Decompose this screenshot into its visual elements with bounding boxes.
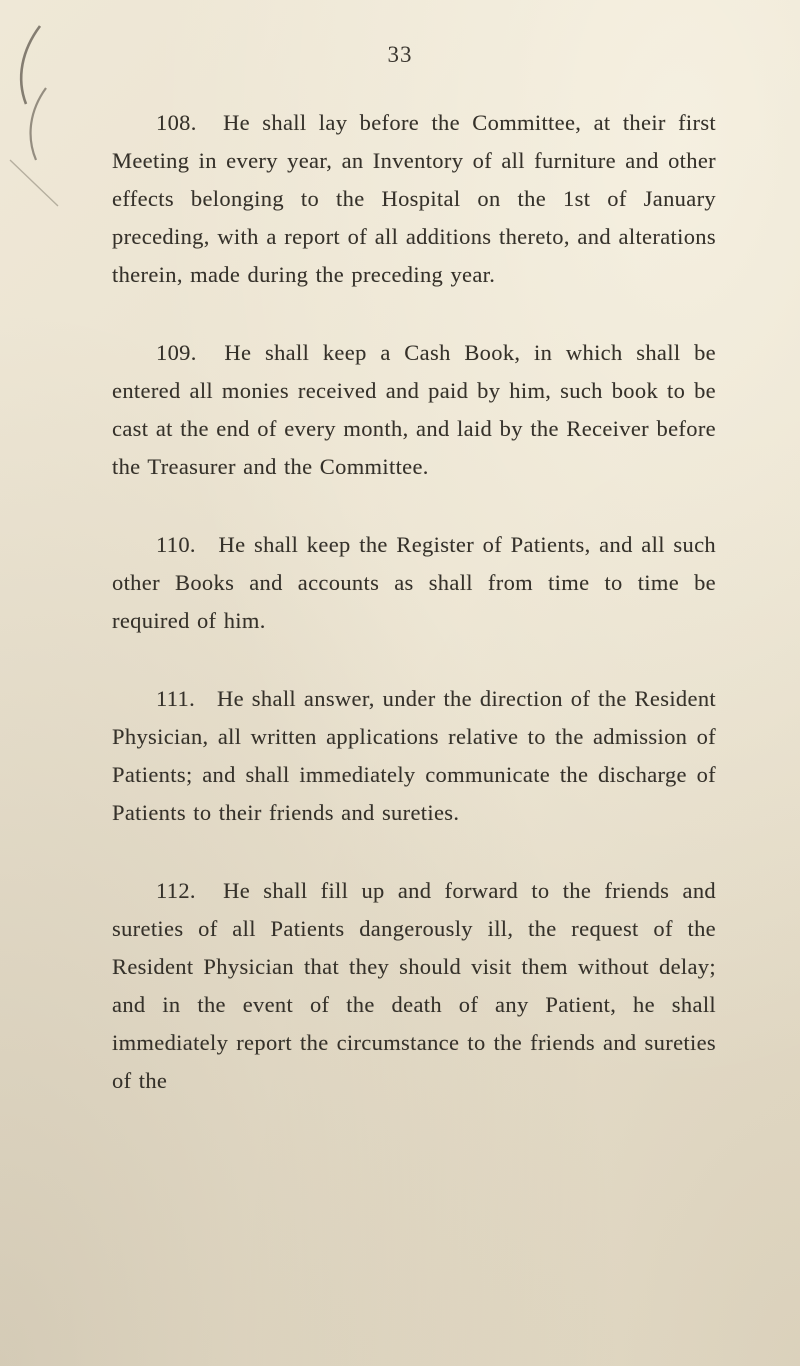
paragraph-text: He shall answer, under the direction of the Resident Physician, all written applications relative to the admission of Patients; and shall immediately communicate the discharge of Patients to their friends and sureties.	[112, 686, 716, 825]
paragraph-text: He shall keep the Register of Patients, and all such other Books and accounts as shall from time to time be required of him.	[112, 532, 716, 633]
paragraph-109	[112, 334, 716, 486]
paragraph-111	[112, 680, 716, 832]
paragraph-text: He shall fill up and forward to the friends and sureties of all Patients dangerously ill, the request of the Resident Physician that they should visit them without delay; and in the event of the death of any Patient, he shall immediately report the circumstance to the friends and sureties of the	[112, 878, 716, 1093]
paragraph-number: 110.	[156, 532, 196, 557]
paragraph-108	[112, 104, 716, 294]
paragraph-110	[112, 526, 716, 640]
text-block	[112, 104, 716, 1140]
page-number: 33	[387, 42, 413, 67]
paragraph-text: He shall keep a Cash Book, in which shall be entered all monies received and paid by him, such book to be cast at the end of every month, and laid by the Receiver before the Treasurer and the Committee.	[112, 340, 717, 479]
paragraph-number: 112.	[156, 878, 196, 903]
paragraph-number: 108.	[156, 110, 197, 135]
paragraph-number: 111.	[156, 686, 196, 711]
paragraph-number: 109.	[156, 340, 197, 365]
paragraph-text: He shall lay before the Committee, at their first Meeting in every year, an Inventory of all furniture and other effects belonging to the Hospital on the 1st of January preceding, with a report of all additions thereto, and alterations therein, made during the preceding year.	[112, 110, 717, 287]
paragraph-112	[112, 872, 716, 1100]
